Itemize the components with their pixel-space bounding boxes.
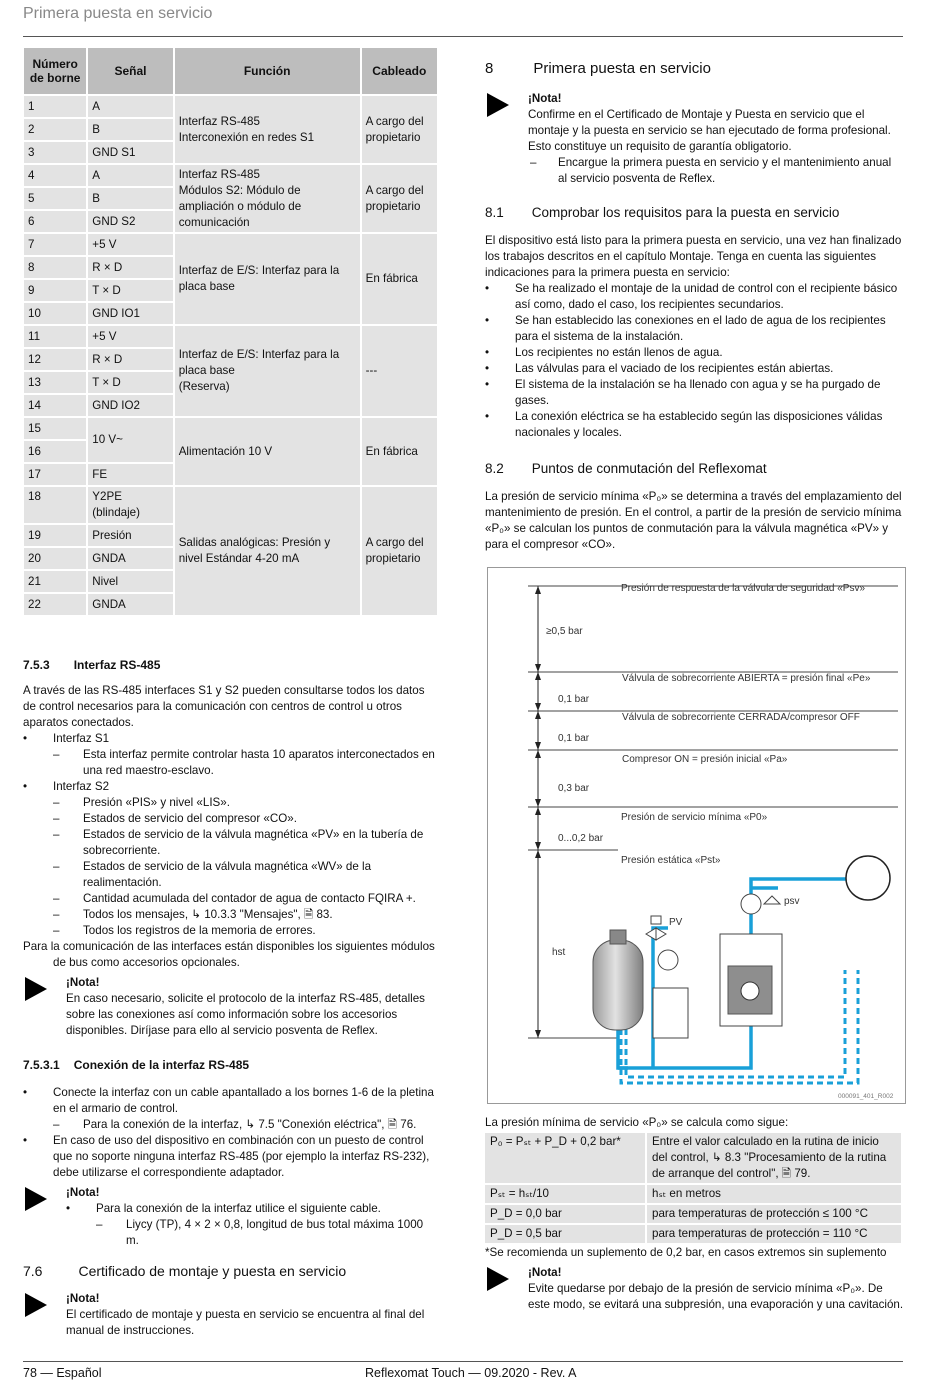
cell-funcion: Alimentación 10 V (175, 418, 360, 485)
cell-borne: 13 (24, 372, 86, 393)
note-arrow-icon (25, 977, 47, 1001)
formula-cell: Pₛₜ = hₛₜ/10 (485, 1185, 645, 1203)
cell-senal: GNDA (88, 594, 172, 615)
list-item: • Conecte la interfaz con un cable apantallado a los bornes 1-6 de la pletina en el armario de control. (23, 1085, 435, 1117)
section-heading-82 (485, 461, 903, 477)
cell-cableado: --- (362, 326, 437, 416)
cell-senal: GNDA (88, 548, 172, 569)
cell-borne: 7 (24, 234, 86, 255)
label-pv: PV (669, 917, 683, 928)
cell-borne: 10 (24, 303, 86, 324)
col-header-senal: Señal (88, 48, 172, 94)
note-title: ¡Nota! (528, 92, 562, 105)
table-row (485, 1205, 901, 1223)
label-p0: Presión de servicio mínima «P0» (621, 812, 768, 823)
description-cell: para temperaturas de protección = 110 °C (647, 1225, 901, 1243)
cell-cableado: En fábrica (362, 234, 437, 324)
expansion-vessel (593, 940, 643, 1030)
cell-borne: 8 (24, 257, 86, 278)
header-divider (23, 36, 903, 37)
description-cell: hₛₜ en metros (647, 1185, 901, 1203)
section-heading-753 (23, 657, 435, 673)
section-heading-76 (23, 1263, 435, 1279)
cell-funcion: Interfaz RS-485 Interconexión en redes S1 (175, 96, 360, 163)
dash-glyph: – (530, 156, 537, 169)
paragraph: La presión mínima de servicio «P₀» se calcula como sigue: (485, 1116, 789, 1129)
cell-cableado: En fábrica (362, 418, 437, 485)
cell-borne: 12 (24, 349, 86, 370)
cell-senal: R × D (88, 349, 172, 370)
cell-borne: 1 (24, 96, 86, 117)
list-item: • Los recipientes no están llenos de agua. (485, 345, 903, 361)
list-item: – Todos los registros de la memoria de errores. (23, 923, 435, 939)
section-title: Interfaz RS-485 (73, 658, 161, 672)
list-item: • La conexión eléctrica se ha establecido según las disposiciones válidas nacionales y locales. (485, 409, 903, 441)
section-title: Puntos de conmutación del Reflexomat (531, 461, 767, 476)
cell-borne: 14 (24, 395, 86, 416)
note-box (23, 975, 435, 1039)
note-text: Confirme en el Certificado de Montaje y Puesta en servicio que el montaje y la puesta en servicio se han ejecutado de forma profesional. Esto constituye un requisito de garantía obligatorio. (528, 108, 891, 153)
list-item: – Todos los mensajes, ↳ 10.3.3 "Mensajes", 🗎 83. (23, 907, 435, 923)
list-item: – Esta interfaz permite controlar hasta 10 aparatos interconectados en una red maestro-esclavo. (23, 747, 435, 779)
section-title: Conexión de la interfaz RS-485 (73, 1058, 250, 1072)
cell-borne: 19 (24, 525, 86, 546)
table-row (485, 1185, 901, 1203)
cell-senal: A (88, 165, 172, 186)
cell-borne: 21 (24, 571, 86, 592)
footnote: *Se recomienda un suplemento de 0,2 bar, en casos extremos sin suplemento (485, 1246, 887, 1259)
col-header-numero: Número de borne (24, 48, 86, 94)
terminal-table (22, 46, 439, 617)
table-row (24, 96, 437, 117)
paragraph: A través de las RS-485 interfaces S1 y S2 pueden consultarse todos los datos de control necesarios para la comunicación con centros de control u otros aparatos conectados. (23, 684, 425, 729)
p0-sensor-box (653, 988, 688, 1038)
paragraph: Para la comunicación de las interfaces están disponibles los siguientes módulos de bus como accesorios opcionales. (23, 940, 435, 969)
note-arrow-icon (25, 1293, 47, 1317)
paragraph: La presión de servicio mínima «P₀» se determina a través del emplazamiento del mantenimiento de presión. En el control, a partir de la presión de servicio mínima «P₀» se calculan los puntos de conmutación para la válvula magnética «PV» y para el compresor «CO». (485, 490, 902, 551)
description-cell: Entre el valor calculado en la rutina de inicio del control, ↳ 8.3 "Procesamiento de la rutina de arranque del control", 🗎 79. (647, 1133, 901, 1183)
cell-senal: R × D (88, 257, 172, 278)
calculation-table (483, 1131, 903, 1245)
cell-cableado: A cargo del propietario (362, 96, 437, 163)
list-item: • Para la conexión de la interfaz utilice el siguiente cable. (66, 1201, 435, 1217)
cell-borne: 15 (24, 418, 86, 439)
cell-senal: A (88, 96, 172, 117)
note-title: ¡Nota! (66, 1292, 100, 1305)
cell-senal: T × D (88, 372, 172, 393)
cell-borne: 17 (24, 464, 86, 485)
label-psv: Presión de respuesta de la válvula de seguridad «Psv» (621, 583, 866, 594)
list-item: • Se han establecido las conexiones en el lado de agua de los recipientes para el sistema de la instalación. (485, 313, 903, 345)
pv-valve-icon (646, 928, 666, 940)
cell-cableado: A cargo del propietario (362, 165, 437, 232)
system-circle (846, 856, 890, 900)
note-box (485, 1265, 905, 1313)
list-item (528, 155, 903, 187)
list-item: – Estados de servicio de la válvula magnética «WV» de la realimentación. (23, 859, 435, 891)
note-title: ¡Nota! (66, 1186, 100, 1199)
note-box (23, 1291, 435, 1339)
formula-cell: P_D = 0,0 bar (485, 1205, 645, 1223)
table-row (24, 234, 437, 255)
cell-senal: Nivel (88, 571, 172, 592)
footer-document-info: Reflexomat Touch — 09.2020 - Rev. A (365, 1366, 577, 1380)
label-hst: hst (552, 947, 566, 958)
cell-borne: 9 (24, 280, 86, 301)
section-number: 8 (485, 60, 494, 77)
label-pa: Compresor ON = presión inicial «Pa» (622, 754, 788, 765)
cell-senal: Y2PE (blindaje) (88, 487, 172, 523)
list-item: • Las válvulas para el vaciado de los recipientes están abiertas. (485, 361, 903, 377)
psv-valve-icon (764, 896, 780, 904)
col-header-funcion: Función (175, 48, 360, 94)
cell-senal: FE (88, 464, 172, 485)
cell-senal: GND S1 (88, 142, 172, 163)
section-number: 7.5.3.1 (23, 1058, 60, 1072)
cell-funcion: Salidas analógicas: Presión y nivel Estándar 4-20 mA (175, 487, 360, 615)
list-item-text: Encargue la primera puesta en servicio y el mantenimiento anual al servicio posventa de Reflex. (558, 156, 892, 185)
note-title: ¡Nota! (66, 976, 100, 989)
pv-actuator (651, 916, 661, 924)
footer-page-info: 78 — Español (23, 1366, 102, 1380)
description-cell: para temperaturas de protección ≤ 100 °C (647, 1205, 901, 1223)
list-item: – Para la conexión de la interfaz, ↳ 7.5 "Conexión eléctrica", 🗎 76. (23, 1117, 435, 1133)
delta-2: 0,1 bar (558, 694, 590, 705)
section-number: 8.1 (485, 205, 504, 220)
cell-senal: +5 V (88, 234, 172, 255)
cell-borne: 20 (24, 548, 86, 569)
cell-borne: 4 (24, 165, 86, 186)
footer-divider (23, 1361, 903, 1362)
cell-senal: B (88, 188, 172, 209)
cell-borne: 18 (24, 487, 86, 523)
label-pe: Válvula de sobrecorriente ABIERTA = presión final «Pe» (622, 673, 871, 684)
cell-borne: 16 (24, 441, 86, 462)
section-title: Primera puesta en servicio (533, 60, 711, 77)
label-co-off: Válvula de sobrecorriente CERRADA/compresor OFF (622, 712, 860, 723)
note-arrow-icon (487, 1267, 509, 1291)
section-title: Certificado de montaje y puesta en servicio (78, 1263, 347, 1279)
delta-5: 0...0,2 bar (558, 833, 604, 844)
cell-senal: GND S2 (88, 211, 172, 232)
cell-funcion: Interfaz RS-485 Módulos S2: Módulo de ampliación o módulo de comunicación (175, 165, 360, 232)
cell-borne: 5 (24, 188, 86, 209)
list-item: • Se ha realizado el montaje de la unidad de control con el recipiente básico así como, dado el caso, los recipientes secundarios. (485, 281, 903, 313)
table-row (24, 326, 437, 347)
cell-funcion: Interfaz de E/S: Interfaz para la placa base (175, 234, 360, 324)
section-heading-7531 (23, 1057, 435, 1073)
pump-circle (658, 950, 678, 970)
cell-senal: GND IO2 (88, 395, 172, 416)
cell-borne: 2 (24, 119, 86, 140)
note-text: En caso necesario, solicite el protocolo de la interfaz RS-485, detalles sobre las conexiones así como información sobre los accesorios disponibles. Diríjase para ello al servicio posventa de Reflex. (66, 992, 425, 1037)
col-header-cableado: Cableado (362, 48, 437, 94)
section-heading-8 (485, 61, 903, 77)
label-psv-valve: psv (784, 896, 800, 907)
list-item: – Estados de servicio de la válvula magnética «PV» en la tubería de sobrecorriente. (23, 827, 435, 859)
note-box (485, 91, 903, 187)
cell-senal: +5 V (88, 326, 172, 347)
vessel-cap (610, 930, 626, 944)
note-text: Evite quedarse por debajo de la presión de servicio mínima «P₀». De este modo, se evitará una subpresión, una evaporación y una cavitación. (528, 1282, 904, 1311)
list-item: – Presión «PIS» y nivel «LIS». (23, 795, 435, 811)
cell-senal: B (88, 119, 172, 140)
list-item: – Estados de servicio del compresor «CO». (23, 811, 435, 827)
note-text: El certificado de montaje y puesta en servicio se encuentra al final del manual de instrucciones. (66, 1308, 425, 1337)
list-item: – Cantidad acumulada del contador de agua de contacto FQIRA +. (23, 891, 435, 907)
note-box (23, 1185, 435, 1249)
note-arrow-icon (487, 93, 509, 117)
compressor-icon (741, 982, 759, 1000)
table-row (485, 1133, 901, 1183)
cell-senal: Presión (88, 525, 172, 546)
table-row (24, 487, 437, 523)
formula-cell: P₀ = Pₛₜ + P_D + 0,2 bar* (485, 1133, 645, 1183)
cell-senal: GND IO1 (88, 303, 172, 324)
list-item: • Interfaz S1 (23, 731, 435, 747)
diagram-svg (488, 568, 905, 1103)
table-row (485, 1225, 901, 1243)
delta-4: 0,3 bar (558, 783, 590, 794)
list-item: • El sistema de la instalación se ha llenado con agua y se ha purgado de gases. (485, 377, 903, 409)
cell-borne: 22 (24, 594, 86, 615)
table-row (24, 418, 437, 439)
cell-borne: 3 (24, 142, 86, 163)
cell-borne: 11 (24, 326, 86, 347)
section-number: 7.5.3 (23, 658, 50, 672)
page-header: Primera puesta en servicio (23, 5, 213, 22)
compressor-circle (741, 894, 761, 914)
note-arrow-icon (25, 1187, 47, 1211)
calculation-section (485, 1115, 905, 1313)
cell-funcion: Interfaz de E/S: Interfaz para la placa base (Reserva) (175, 326, 360, 416)
cell-senal: 10 V~ (88, 418, 172, 462)
label-pst: Presión estática «Pst» (621, 855, 721, 866)
section-number: 8.2 (485, 461, 504, 476)
cell-senal: T × D (88, 280, 172, 301)
paragraph: El dispositivo está listo para la primera puesta en servicio, una vez han finalizado los trabajos descritos en el capítulo Montaje. Tenga en cuenta las siguientes indicaciones para la primera puesta en servicio: (485, 234, 902, 279)
figure-code: 000091_401_R002 (838, 1093, 894, 1100)
delta-1: ≥0,5 bar (546, 626, 583, 637)
table-row (24, 165, 437, 186)
list-item: • Interfaz S2 (23, 779, 435, 795)
right-column (485, 61, 903, 553)
section-title: Comprobar los requisitos para la puesta en servicio (531, 205, 840, 220)
list-item: – Liycy (TP), 4 × 2 × 0,8, longitud de bus total máxima 1000 m. (66, 1217, 435, 1249)
cell-borne: 6 (24, 211, 86, 232)
switching-points-diagram (487, 567, 906, 1104)
section-number: 7.6 (23, 1263, 43, 1279)
section-heading-81 (485, 205, 903, 221)
delta-3: 0,1 bar (558, 733, 590, 744)
formula-cell: P_D = 0,5 bar (485, 1225, 645, 1243)
cell-cableado: A cargo del propietario (362, 487, 437, 615)
note-title: ¡Nota! (528, 1266, 562, 1279)
left-column (23, 657, 435, 1339)
list-item: • En caso de uso del dispositivo en combinación con un puesto de control que no soporte ninguna interfaz RS-485 (por ejemplo la interfaz RS-232), debe utilizarse el correspondiente adaptador. (23, 1133, 435, 1181)
